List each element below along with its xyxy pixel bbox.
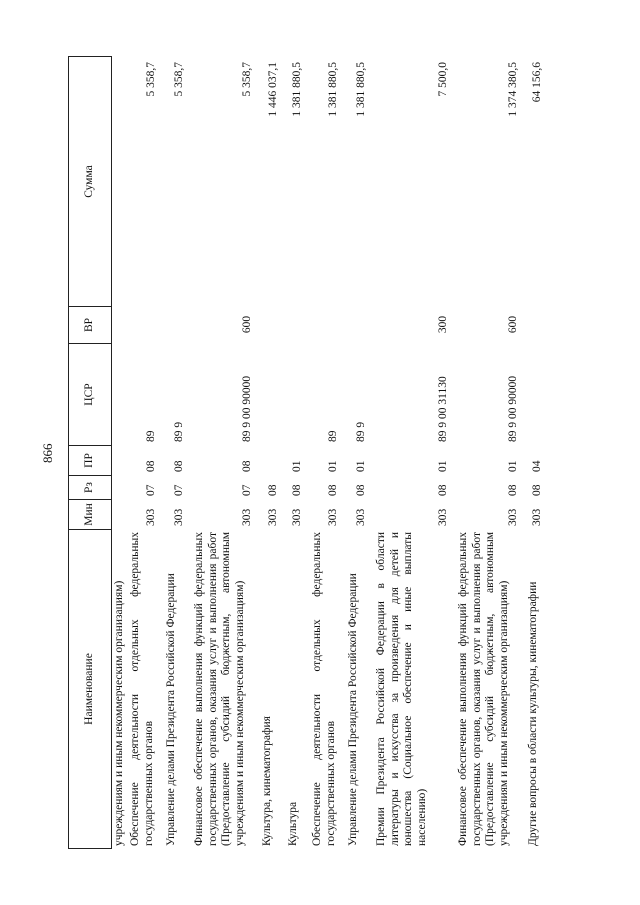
row-pr: 01: [290, 460, 303, 472]
row-rz: 07: [172, 484, 185, 496]
row-csr: [260, 343, 286, 445]
row-pr: [112, 445, 128, 475]
row-rz: 08: [506, 484, 519, 496]
col-header-csr: ЦСР: [68, 343, 112, 445]
row-vr: [164, 306, 192, 343]
row-rz: 08: [266, 484, 279, 496]
row-sum: 1 446 037,1: [266, 62, 279, 117]
row-pr: 01: [354, 460, 367, 472]
row-rz: 08: [290, 484, 303, 496]
row-csr: 89: [326, 430, 339, 442]
row-pr: 04: [530, 460, 543, 472]
row-pr: 01: [326, 460, 339, 472]
row-pr: 01: [506, 460, 519, 472]
row-vr: 300: [436, 315, 449, 334]
row-min: 303: [506, 508, 519, 526]
row-csr: [526, 343, 550, 445]
row-min: 303: [266, 508, 279, 526]
row-csr: [286, 343, 310, 445]
row-csr: 89 9: [172, 421, 185, 442]
col-header-pr: ПР: [68, 445, 112, 475]
row-csr: 89: [144, 430, 157, 442]
row-sum: 5 358,7: [144, 62, 157, 97]
row-min: 303: [354, 508, 367, 526]
row-min: 303: [290, 508, 303, 526]
row-min: 303: [326, 508, 339, 526]
row-sum: 1 381 880,5: [326, 62, 339, 117]
row-name: Управление делами Президента Российской Федерации: [347, 573, 359, 846]
row-name: Управление делами Президента Российской Федерации: [165, 573, 177, 846]
row-vr: 600: [506, 315, 519, 334]
row-sum: 7 500,0: [436, 62, 449, 97]
col-header-vr: ВР: [68, 306, 112, 343]
row-sum: 1 381 880,5: [290, 62, 303, 117]
row-pr: [260, 445, 286, 475]
row-min: 303: [172, 508, 185, 526]
row-vr: [286, 306, 310, 343]
row-pr: 01: [436, 460, 449, 472]
col-header-name: Наименование: [68, 529, 112, 849]
row-name: Финансовое обеспечение выполнения функций федеральных государственных органов, оказания услуг и выполнения работ (Предоставление субсидий бюджетным, автономным учреждениям и иным некоммерческим организациям): [457, 532, 510, 846]
row-name: Культура: [287, 801, 299, 846]
row-pr: 08: [172, 460, 185, 472]
row-name: Финансовое обеспечение выполнения функций федеральных государственных органов, оказания услуг и выполнения работ (Предоставление субсидий бюджетным, автономным учреждениям и иным некоммерческим организациям): [193, 532, 246, 846]
row-vr: [310, 306, 346, 343]
row-vr: [128, 306, 164, 343]
row-min: 303: [530, 508, 543, 526]
row-sum: 5 358,7: [240, 62, 253, 97]
col-header-rz: Рз: [68, 475, 112, 499]
row-name: учреждениям и иным некоммерческим организациям): [113, 580, 125, 846]
row-pr: 08: [240, 460, 253, 472]
row-csr: [112, 343, 128, 445]
row-min: [112, 499, 128, 529]
row-name: Другие вопросы в области культуры, кинематографии: [527, 581, 539, 846]
col-header-min: Мин: [68, 499, 112, 529]
row-name: Культура, кинематография: [261, 716, 273, 846]
row-min: 303: [144, 508, 157, 526]
row-sum: 5 358,7: [172, 62, 185, 97]
row-name: Обеспечение деятельности отдельных федеральных государственных органов: [129, 532, 155, 846]
row-rz: 07: [240, 484, 253, 496]
row-rz: 08: [326, 484, 339, 496]
budget-table: [68, 56, 617, 849]
row-vr: [526, 306, 550, 343]
row-vr: 600: [240, 315, 253, 334]
row-sum: 64 156,6: [530, 62, 543, 103]
row-rz: 08: [354, 484, 367, 496]
row-csr: 89 9 00 90000: [506, 375, 519, 442]
row-pr: 08: [144, 460, 157, 472]
row-sum: 1 381 880,5: [354, 62, 367, 117]
row-rz: [112, 475, 128, 499]
row-sum: 1 374 380,5: [506, 62, 519, 117]
row-vr: [346, 306, 374, 343]
row-min: 303: [436, 508, 449, 526]
row-min: 303: [240, 508, 253, 526]
col-header-sum: Сумма: [68, 56, 112, 306]
row-csr: 89 9: [354, 421, 367, 442]
row-name: Премии Президента Российской Федерации в области литературы и искусства за произведения для детей и юношества (Социальное обеспечение и иные выплаты населению): [375, 532, 428, 846]
row-csr: 89 9 00 31130: [436, 376, 449, 442]
row-csr: 89 9 00 90000: [240, 375, 253, 442]
row-name: Обеспечение деятельности отдельных федеральных государственных органов: [311, 532, 337, 846]
row-rz: 08: [530, 484, 543, 496]
row-rz: 07: [144, 484, 157, 496]
table-grid: [68, 56, 617, 849]
page-number: 866: [40, 443, 55, 463]
row-rz: 08: [436, 484, 449, 496]
row-sum: [112, 56, 128, 306]
row-vr: [112, 306, 128, 343]
row-vr: [260, 306, 286, 343]
